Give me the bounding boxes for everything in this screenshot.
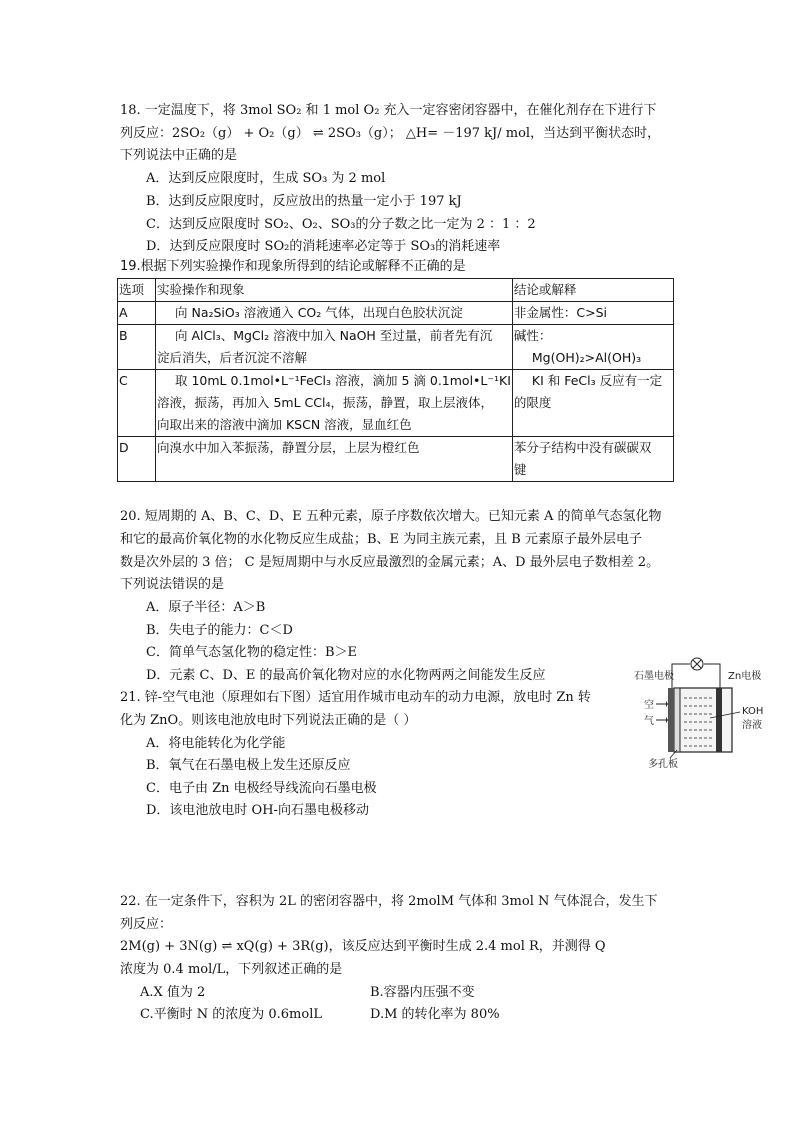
- q20-option-a: A．原子半径：A＞B: [146, 600, 266, 615]
- row-d-operation: [156, 437, 513, 482]
- q20-stem-line-1: 20. 短周期的 A、B、C、D、E 五种元素，原子序数依次增大。已知元素 A 的简单气态氢化物: [120, 509, 662, 524]
- table-row: [118, 370, 674, 437]
- label-koh-1: KOH: [742, 706, 764, 717]
- q20-option-b: B．失电子的能力：C＜D: [146, 623, 293, 638]
- table-row: [118, 302, 674, 325]
- row-a-con-line-1: 非金属性：C>Si: [513, 305, 607, 320]
- row-d-conclusion: [512, 437, 673, 482]
- q18-option-d: D．达到反应限度时 SO₂的消耗速率必定等于 SO₃的消耗速率: [146, 239, 501, 254]
- q18-stem-line-1: 18. 一定温度下，将 3mol SO₂ 和 1 mol O₂ 充入一定容密闭容器中，在催化剂存在下进行下: [120, 103, 657, 118]
- q20-option-d: D．元素 C、D、E 的最高价氧化物对应的水化物两两之间能发生反应: [146, 668, 546, 683]
- arrow-head-icon: [666, 717, 668, 723]
- header-option: 选项: [118, 279, 156, 302]
- q19-stem: 19.根据下列实验操作和现象所得到的结论或解释不正确的是: [120, 259, 466, 274]
- q22-option-c: C.平衡时 N 的浓度为 0.6molL: [140, 1007, 323, 1022]
- header-operation: 实验操作和现象: [156, 279, 513, 302]
- label-air-2: 气: [644, 716, 654, 727]
- q18-stem-line-2: 列反应：2SO₂（g） + O₂（g） ⇌ 2SO₃（g）； △H= －197 kJ/ mol，当达到平衡状态时，: [120, 126, 661, 141]
- q22-option-d: D.M 的转化率为 80%: [370, 1007, 500, 1022]
- q20-stem-line-2: 和它的最高价氧化物的水化物反应生成盐；B、E 为同主族元素，且 B 元素原子最外层电子: [120, 532, 642, 547]
- row-a-op-line-1: 向 Na₂SiO₃ 溶液通入 CO₂ 气体，出现白色胶状沉淀: [175, 305, 463, 320]
- row-c-option: C: [118, 370, 156, 437]
- row-c-con-line-2: 的限度: [513, 395, 552, 410]
- row-c-op-line-1: 取 10mL 0.1mol•L⁻¹FeCl₃ 溶液，滴加 5 滴 0.1mol•L⁻¹KI: [175, 373, 511, 388]
- row-b-op-line-2: 淀后消失，后者沉淀不溶解: [157, 350, 308, 365]
- q21-option-a: A．将电能转化为化学能: [146, 736, 286, 751]
- q22-stem-line-3: 2M(g) + 3N(g) ⇌ xQ(g) + 3R(g)，该反应达到平衡时生成 2.4 mol R，并测得 Q: [120, 939, 606, 954]
- q21-option-b: B．氧气在石墨电极上发生还原反应: [146, 758, 351, 773]
- row-a-option: A: [118, 302, 156, 325]
- q18-option-c: C．达到反应限度时 SO₂、O₂、SO₃的分子数之比一定为 2 ：1 ：2: [146, 217, 536, 232]
- porous-plate: [674, 688, 680, 752]
- q18-stem-line-3: 下列说法中正确的是: [120, 148, 238, 163]
- label-zn: Zn电极: [728, 671, 762, 682]
- q22-option-b: B.容器内压强不变: [370, 985, 475, 1000]
- q20-stem-line-3: 数是次外层的 3 倍； C 是短周期中与水反应最激烈的金属元素；A、D 最外层电子数相差 2。: [120, 555, 660, 570]
- row-b-option: B: [118, 325, 156, 370]
- q20-option-c: C．简单气态氢化物的稳定性：B＞E: [146, 645, 357, 660]
- row-d-op-line-1: 向溴水中加入苯振荡，静置分层，上层为橙红色: [157, 440, 420, 455]
- q21-option-c: C．电子由 Zn 电极经导线流向石墨电极: [146, 781, 377, 796]
- row-b-operation: [156, 325, 513, 370]
- wire-right: [704, 664, 720, 688]
- wire-left: [672, 664, 690, 688]
- row-d-con-line-1: 苯分子结构中没有碳碳双: [513, 440, 652, 455]
- q18-option-b: B．达到反应限度时，反应放出的热量一定小于 197 kJ: [146, 194, 462, 209]
- row-c-conclusion: [512, 370, 673, 437]
- q22-stem-line-4: 浓度为 0.4 mol/L，下列叙述正确的是: [120, 962, 343, 977]
- row-b-conclusion: [512, 325, 673, 370]
- label-air-1: 空: [644, 700, 654, 711]
- q22-option-a: A.X 值为 2: [140, 985, 206, 1000]
- q21-stem-line-2: 化为 ZnO。则该电池放电时下列说法正确的是（ ）: [120, 713, 417, 728]
- header-conclusion: 结论或解释: [512, 279, 673, 302]
- zinc-electrode: [716, 688, 722, 752]
- q20-stem-line-4: 下列说法错误的是: [120, 577, 225, 592]
- q22-stem-line-2: 列反应：: [120, 917, 173, 932]
- electrolyte-cell: [674, 688, 732, 752]
- row-c-con-line-1: KI 和 FeCl₃ 反应有一定: [531, 373, 663, 388]
- arrow-head-icon: [666, 701, 668, 707]
- graphite-electrode: [668, 688, 674, 752]
- row-d-option: D: [118, 437, 156, 482]
- row-c-op-line-3: 向取出来的溶液中滴加 KSCN 溶液，显血红色: [157, 417, 412, 432]
- row-b-con-line-1: 碱性：: [513, 328, 552, 343]
- q21-stem-line-1: 21. 锌-空气电池（原理如右下图）适宜用作城市电动车的动力电源，放电时 Zn 转: [120, 690, 591, 705]
- q21-option-d: D．该电池放电时 OH-向石墨电极移动: [146, 803, 369, 818]
- label-graphite: 石墨电极: [634, 671, 674, 682]
- q19-table: [117, 278, 674, 482]
- row-c-operation: [156, 370, 513, 437]
- q22-stem-line-1: 22. 在一定条件下，容积为 2L 的密闭容器中，将 2molM 气体和 3mol N 气体混合，发生下: [120, 894, 658, 909]
- row-a-operation: [156, 302, 513, 325]
- row-c-op-line-2: 溶液，振荡，再加入 5mL CCl₄，振荡，静置，取上层液体，: [157, 395, 493, 410]
- row-b-con-line-2: Mg(OH)₂>Al(OH)₃: [531, 350, 642, 365]
- row-a-conclusion: [512, 302, 673, 325]
- zinc-air-battery-diagram: [632, 652, 782, 770]
- row-d-con-line-2: 键: [513, 462, 527, 477]
- q18-option-a: A．达到反应限度时，生成 SO₃ 为 2 mol: [146, 171, 386, 186]
- table-row: [118, 325, 674, 370]
- label-koh-2: 溶液: [742, 720, 762, 731]
- row-b-op-line-1: 向 AlCl₃、MgCl₂ 溶液中加入 NaOH 至过量，前者先有沉: [175, 328, 493, 343]
- table-row: [118, 437, 674, 482]
- table-header-row: [118, 279, 674, 302]
- label-plate: 多孔板: [648, 759, 678, 770]
